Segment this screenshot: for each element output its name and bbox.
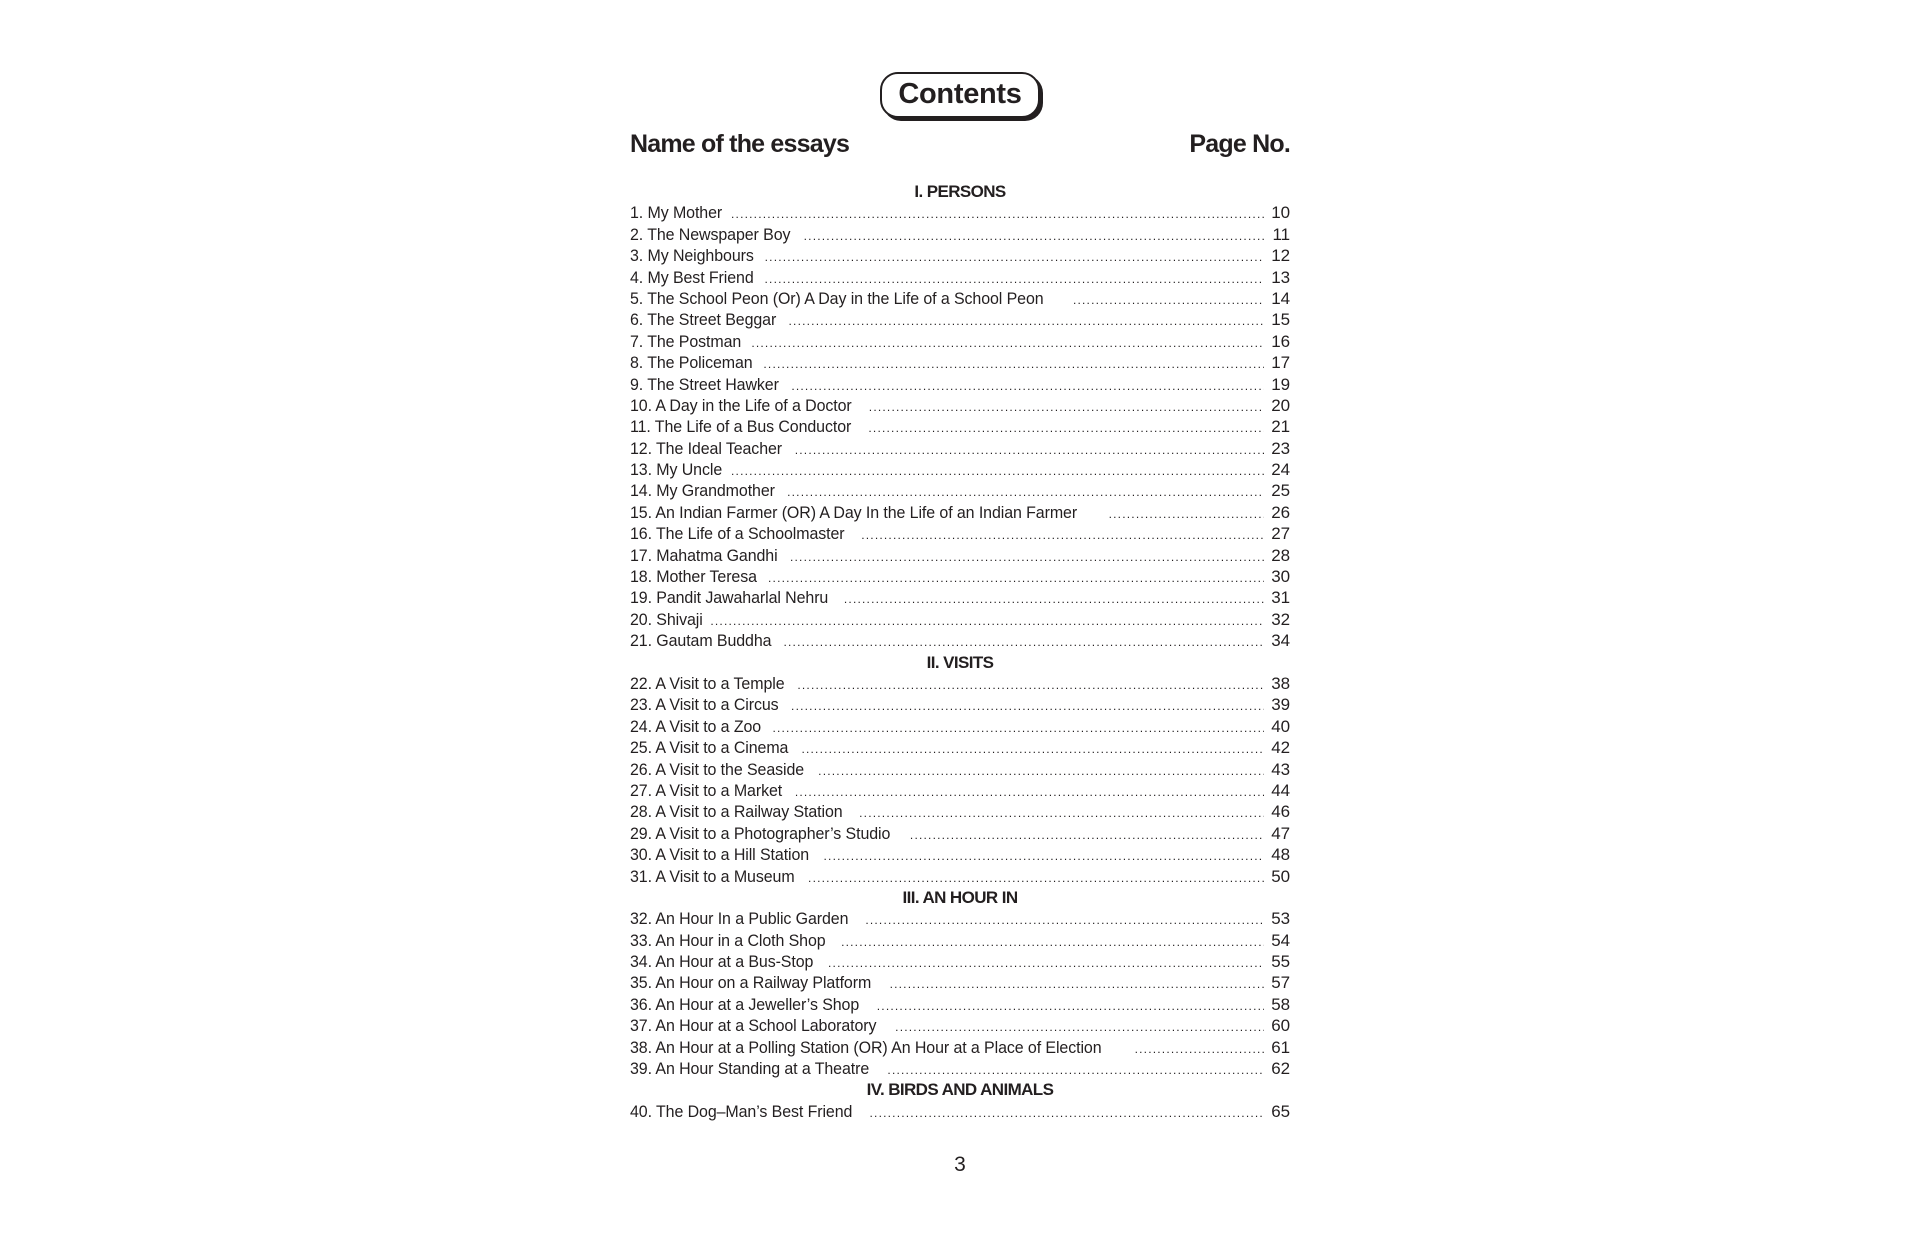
section-heading: III. AN HOUR IN [902, 887, 1018, 907]
toc-entry [630, 694, 1290, 715]
dot-leader [841, 932, 1264, 951]
dot-leader [861, 525, 1264, 544]
toc-entry-page: 19 [1271, 374, 1290, 394]
toc-entry-title: 22. A Visit to a Temple [630, 673, 785, 693]
toc-entry-page: 27 [1271, 524, 1290, 544]
toc-entry [630, 331, 1290, 352]
toc-entry [630, 759, 1290, 780]
toc-entry [630, 566, 1290, 587]
toc-entry [630, 395, 1290, 416]
dot-leader [791, 376, 1264, 395]
section-heading: II. VISITS [926, 652, 994, 672]
toc-entry-title: 23. A Visit to a Circus [630, 695, 779, 715]
toc-entry [630, 288, 1290, 309]
dot-leader [765, 247, 1264, 266]
toc-entry-title: 10. A Day in the Life of a Doctor [630, 395, 852, 415]
toc-entry-title: 3. My Neighbours [630, 246, 754, 266]
toc-entry-page: 43 [1271, 759, 1290, 779]
toc-entry-page: 60 [1271, 1016, 1290, 1036]
toc-entry [630, 267, 1290, 288]
dot-leader [877, 996, 1264, 1015]
toc-entry [630, 866, 1290, 887]
toc-entry [630, 587, 1290, 608]
table-of-contents [630, 181, 1290, 1122]
toc-entry-page: 17 [1271, 353, 1290, 373]
toc-entry-title: 9. The Street Hawker [630, 374, 779, 394]
toc-entry [630, 309, 1290, 330]
dot-leader [790, 547, 1264, 566]
toc-entry [630, 1015, 1290, 1036]
toc-entry-page: 23 [1271, 438, 1290, 458]
toc-entry-page: 57 [1271, 973, 1290, 993]
toc-entry-title: 15. An Indian Farmer (OR) A Day In the Life of an Indian Farmer [630, 502, 1078, 522]
dot-leader [818, 761, 1264, 780]
dot-leader [865, 910, 1264, 929]
section-heading: I. PERSONS [914, 182, 1006, 201]
toc-entry-page: 61 [1271, 1037, 1290, 1057]
toc-entry-title: 1. My Mother [630, 203, 723, 223]
toc-entry-title: 31. A Visit to a Museum [630, 866, 795, 886]
dot-leader [763, 354, 1264, 373]
toc-entry-page: 16 [1271, 331, 1290, 351]
toc-entry [630, 716, 1290, 737]
toc-entry-title: 7. The Postman [630, 331, 742, 351]
dot-leader [710, 611, 1264, 630]
toc-entry [630, 245, 1290, 266]
toc-entry-page: 47 [1271, 823, 1290, 843]
toc-entry-title: 14. My Grandmother [630, 481, 775, 501]
dot-leader [801, 739, 1264, 758]
toc-entry-title: 19. Pandit Jawaharlal Nehru [630, 588, 829, 608]
toc-entry-page: 44 [1271, 780, 1290, 800]
toc-entry-title: 28. A Visit to a Railway Station [630, 802, 843, 822]
toc-entry [630, 780, 1290, 801]
dot-leader [868, 418, 1264, 437]
dot-leader [895, 1017, 1264, 1036]
toc-entry [630, 972, 1290, 993]
toc-entry-page: 48 [1271, 845, 1290, 865]
toc-entry-page: 20 [1271, 395, 1290, 415]
toc-entry-page: 54 [1271, 930, 1290, 950]
toc-entry-title: 38. An Hour at a Polling Station (OR) An Hour at a Place of Election [630, 1037, 1102, 1057]
toc-entry-page: 28 [1271, 545, 1290, 565]
toc-entry-page: 24 [1271, 460, 1290, 480]
toc-entry-page: 13 [1271, 267, 1290, 287]
toc-entry [630, 523, 1290, 544]
toc-entry-title: 2. The Newspaper Boy [630, 224, 791, 244]
toc-entry-title: 35. An Hour on a Railway Platform [630, 973, 872, 993]
dot-leader [768, 568, 1264, 587]
toc-entry [630, 1037, 1290, 1058]
toc-entry-title: 5. The School Peon (Or) A Day in the Life of a School Peon [630, 288, 1044, 308]
dot-leader [751, 333, 1264, 352]
column-headers [630, 128, 1290, 160]
toc-entry-page: 12 [1271, 246, 1290, 266]
toc-entry [630, 438, 1290, 459]
dot-leader [783, 632, 1264, 651]
toc-entry [630, 1058, 1290, 1079]
toc-entry-title: 4. My Best Friend [630, 267, 754, 287]
dot-leader [731, 204, 1264, 223]
toc-entry [630, 352, 1290, 373]
toc-entry-page: 32 [1271, 609, 1290, 629]
dot-leader [765, 269, 1264, 288]
toc-entry-title: 26. A Visit to the Seaside [630, 759, 805, 779]
toc-entry-page: 46 [1271, 802, 1290, 822]
dot-leader [910, 825, 1264, 844]
toc-entry [630, 202, 1290, 223]
toc-entry-page: 58 [1271, 994, 1290, 1014]
toc-entry [630, 673, 1290, 694]
toc-entry-page: 14 [1271, 288, 1290, 308]
dot-leader [859, 803, 1264, 822]
toc-entry-title: 32. An Hour In a Public Garden [630, 909, 849, 929]
toc-entry-page: 65 [1271, 1101, 1290, 1121]
dot-leader [828, 953, 1264, 972]
toc-entry [630, 502, 1290, 523]
dot-leader [869, 397, 1264, 416]
dot-leader [731, 461, 1264, 480]
toc-entry-title: 17. Mahatma Gandhi [630, 545, 778, 565]
dot-leader [1135, 1039, 1264, 1058]
contents-page [630, 0, 1290, 1239]
dot-leader [791, 696, 1264, 715]
toc-entry-title: 33. An Hour in a Cloth Shop [630, 930, 826, 950]
toc-entry-page: 55 [1271, 952, 1290, 972]
toc-entry [630, 459, 1290, 480]
toc-entry-page: 40 [1271, 716, 1290, 736]
toc-entry-title: 6. The Street Beggar [630, 310, 777, 330]
toc-entry-title: 37. An Hour at a School Laboratory [630, 1016, 877, 1036]
toc-entry [630, 224, 1290, 245]
toc-entry [630, 374, 1290, 395]
toc-entry-page: 53 [1271, 909, 1290, 929]
toc-entry [630, 801, 1290, 822]
toc-entry [630, 630, 1290, 651]
dot-leader [789, 311, 1264, 330]
section-heading: IV. BIRDS AND ANIMALS [866, 1080, 1054, 1100]
dot-leader [844, 589, 1264, 608]
toc-entry-title: 18. Mother Teresa [630, 567, 757, 587]
toc-entry-page: 15 [1271, 310, 1290, 330]
toc-entry-title: 39. An Hour Standing at a Theatre [630, 1059, 870, 1079]
toc-entry-title: 20. Shivaji [630, 609, 703, 629]
dot-leader [824, 846, 1264, 865]
toc-entry-title: 24. A Visit to a Zoo [630, 716, 762, 736]
dot-leader [890, 974, 1264, 993]
toc-entry-title: 29. A Visit to a Photographer’s Studio [630, 823, 891, 843]
dot-leader [772, 718, 1264, 737]
dot-leader [1109, 504, 1264, 523]
toc-entry-title: 13. My Uncle [630, 460, 723, 480]
toc-entry [630, 844, 1290, 865]
toc-entry-page: 10 [1271, 203, 1290, 223]
toc-entry-page: 11 [1272, 224, 1290, 244]
dot-leader [887, 1060, 1264, 1079]
toc-entry-title: 8. The Policeman [630, 353, 753, 373]
toc-entry-page: 26 [1271, 502, 1290, 522]
column-header-essays: Name of the essays [630, 130, 850, 158]
toc-entry [630, 930, 1290, 951]
toc-entry [630, 416, 1290, 437]
toc-entry-title: 34. An Hour at a Bus-Stop [630, 952, 814, 972]
toc-entry-page: 30 [1271, 567, 1290, 587]
toc-entry [630, 994, 1290, 1015]
toc-entry [630, 545, 1290, 566]
toc-entry-page: 50 [1271, 866, 1290, 886]
toc-entry [630, 908, 1290, 929]
page-title: Contents [880, 72, 1039, 118]
toc-entry-page: 42 [1271, 738, 1290, 758]
toc-entry-title: 21. Gautam Buddha [630, 631, 772, 651]
column-header-page-no: Page No. [1189, 130, 1290, 158]
toc-entry-title: 40. The Dog–Man’s Best Friend [630, 1101, 853, 1121]
toc-entry-page: 62 [1271, 1059, 1290, 1079]
toc-entry [630, 737, 1290, 758]
toc-entry-title: 25. A Visit to a Cinema [630, 738, 789, 758]
toc-entry [630, 609, 1290, 630]
toc-entry-page: 21 [1271, 417, 1290, 437]
dot-leader [870, 1103, 1265, 1122]
toc-entry [630, 951, 1290, 972]
dot-leader [808, 868, 1264, 887]
toc-entry [630, 823, 1290, 844]
toc-entry-page: 39 [1271, 695, 1290, 715]
dot-leader [797, 675, 1264, 694]
dot-leader [795, 782, 1264, 801]
toc-entry [630, 1101, 1290, 1122]
toc-entry-title: 11. The Life of a Bus Conductor [630, 417, 852, 437]
dot-leader [787, 482, 1264, 501]
toc-entry-page: 34 [1271, 631, 1290, 651]
toc-entry-title: 12. The Ideal Teacher [630, 438, 783, 458]
toc-entry-title: 16. The Life of a Schoolmaster [630, 524, 845, 544]
toc-entry-title: 36. An Hour at a Jeweller’s Shop [630, 994, 860, 1014]
dot-leader [1073, 290, 1264, 309]
toc-entry-page: 38 [1271, 673, 1290, 693]
toc-entry [630, 480, 1290, 501]
toc-entry-page: 31 [1271, 588, 1290, 608]
title-container [630, 72, 1290, 118]
dot-leader [804, 226, 1264, 245]
toc-entry-title: 27. A Visit to a Market [630, 780, 783, 800]
dot-leader [795, 440, 1264, 459]
toc-entry-title: 30. A Visit to a Hill Station [630, 845, 810, 865]
page-number: 3 [954, 1153, 966, 1176]
toc-entry-page: 25 [1271, 481, 1290, 501]
